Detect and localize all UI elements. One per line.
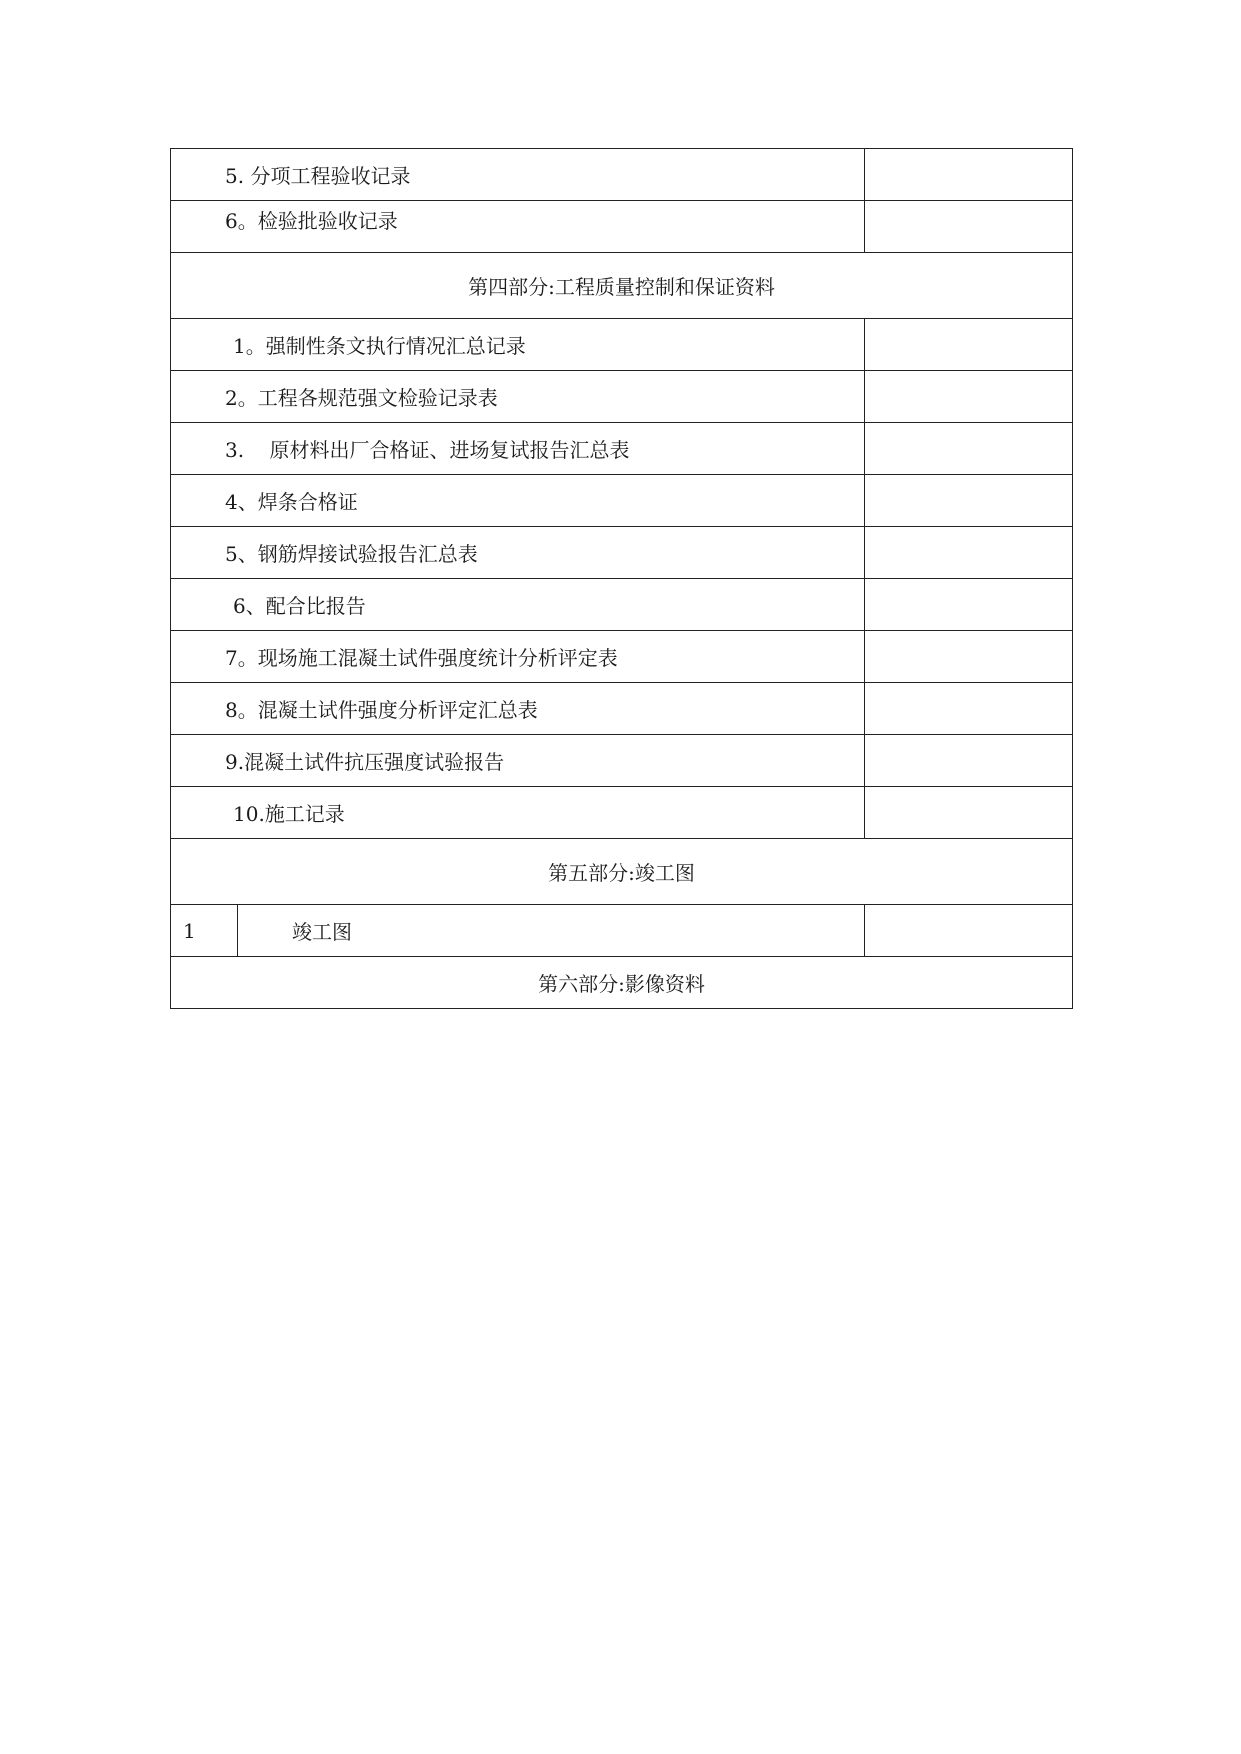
table-row (171, 319, 1073, 371)
table-row (171, 475, 1073, 527)
item-text: 竣工图 (238, 905, 865, 957)
item-remark-cell (865, 787, 1073, 839)
item-text: 5. 分项工程验收记录 (171, 149, 865, 201)
table-row (171, 423, 1073, 475)
item-text: 6。检验批验收记录 (171, 201, 865, 253)
table-row (171, 735, 1073, 787)
item-text: 8。混凝土试件强度分析评定汇总表 (171, 683, 865, 735)
section-heading-part6: 第六部分:影像资料 (171, 957, 1073, 1009)
document-list-table (170, 148, 1073, 1009)
table-row (171, 631, 1073, 683)
table-row (171, 149, 1073, 201)
item-remark-cell (865, 319, 1073, 371)
item-text: 3. 原材料出厂合格证、进场复试报告汇总表 (171, 423, 865, 475)
item-remark-cell (865, 527, 1073, 579)
table-row (171, 371, 1073, 423)
item-text: 1。强制性条文执行情况汇总记录 (171, 319, 865, 371)
item-number: 1 (171, 905, 238, 957)
section-heading-part5: 第五部分:竣工图 (171, 839, 1073, 905)
table-row (171, 201, 1073, 253)
item-remark-cell (865, 423, 1073, 475)
item-text: 10.施工记录 (171, 787, 865, 839)
item-text: 6、配合比报告 (171, 579, 865, 631)
table-row (171, 579, 1073, 631)
item-text: 4、焊条合格证 (171, 475, 865, 527)
section-heading-row (171, 957, 1073, 1009)
table-row (171, 905, 1073, 957)
item-remark-cell (865, 149, 1073, 201)
item-remark-cell (865, 371, 1073, 423)
item-remark-cell (865, 579, 1073, 631)
item-text: 5、钢筋焊接试验报告汇总表 (171, 527, 865, 579)
section-heading-row (171, 253, 1073, 319)
item-remark-cell (865, 201, 1073, 253)
section-heading-part4: 第四部分:工程质量控制和保证资料 (171, 253, 1073, 319)
item-remark-cell (865, 905, 1073, 957)
item-remark-cell (865, 631, 1073, 683)
table-row (171, 787, 1073, 839)
item-text: 9.混凝土试件抗压强度试验报告 (171, 735, 865, 787)
table-row (171, 527, 1073, 579)
item-remark-cell (865, 475, 1073, 527)
section-heading-row (171, 839, 1073, 905)
table-row (171, 683, 1073, 735)
item-remark-cell (865, 683, 1073, 735)
item-text: 7。现场施工混凝土试件强度统计分析评定表 (171, 631, 865, 683)
item-remark-cell (865, 735, 1073, 787)
item-text: 2。工程各规范强文检验记录表 (171, 371, 865, 423)
